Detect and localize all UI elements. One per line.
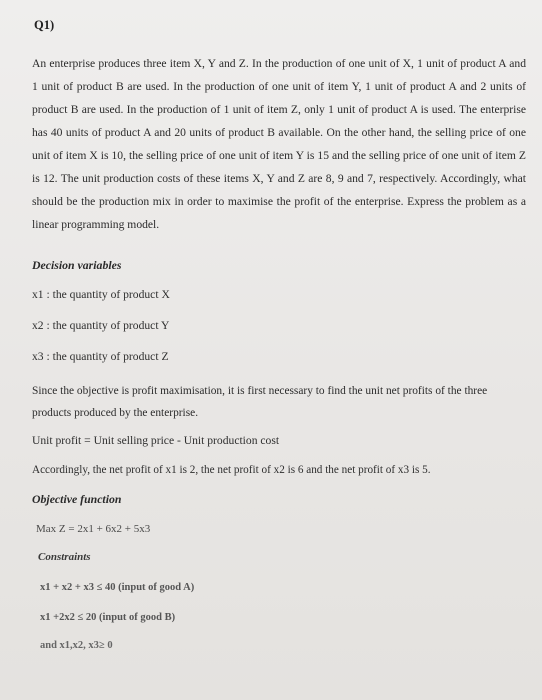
variable-x2: x2 : the quantity of product Y	[32, 319, 170, 332]
variable-x1: x1 : the quantity of product X	[32, 288, 170, 301]
constraint-good-b: x1 +2x2 ≤ 20 (input of good B)	[40, 612, 176, 623]
problem-text: An enterprise produces three item X, Y and Z. In the production of one unit of X, 1 unit of product A and 1 unit of product B are used. In the production of one unit of item Y, 1 unit of product A and 2 units of product B are used. In the production of 1 unit of item Z, only 1 unit of product A is used. The enterprise has 40 units of product A and 20 units of product B available. On the other hand, the selling price of one unit of item X is 10, the selling price of one unit of item Y is 15 and the selling price of one unit of item Z is 12. The unit production costs of these items X, Y and Z are 8, 9 and 7, respectively. Accordingly, what should be the production mix in order to maximise the profit of the enterprise. Express the problem as a linear programming model.	[32, 57, 526, 231]
constraints-heading: Constraints	[38, 551, 91, 563]
constraint-good-a: x1 + x2 + x3 ≤ 40 (input of good A)	[40, 582, 195, 593]
objective-expression: Max Z = 2x1 + 6x2 + 5x3	[36, 523, 151, 535]
question-label: Q1)	[34, 18, 55, 32]
decision-variables-heading: Decision variables	[32, 258, 122, 272]
objective-function-heading: Objective function	[32, 492, 122, 506]
profit-intro-text: Since the objective is profit maximisation, it is first necessary to find the unit net profits of the three products produced by the enterprise.	[32, 385, 488, 419]
variable-x3: x3 : the quantity of product Z	[32, 350, 169, 363]
unit-profit-formula: Unit profit = Unit selling price - Unit production cost	[32, 434, 280, 447]
net-profits-text: Accordingly, the net profit of x1 is 2, the net profit of x2 is 6 and the net profit of x3 is 5.	[32, 464, 431, 476]
constraint-nonnegativity: and x1,x2, x3≥ 0	[40, 640, 113, 651]
